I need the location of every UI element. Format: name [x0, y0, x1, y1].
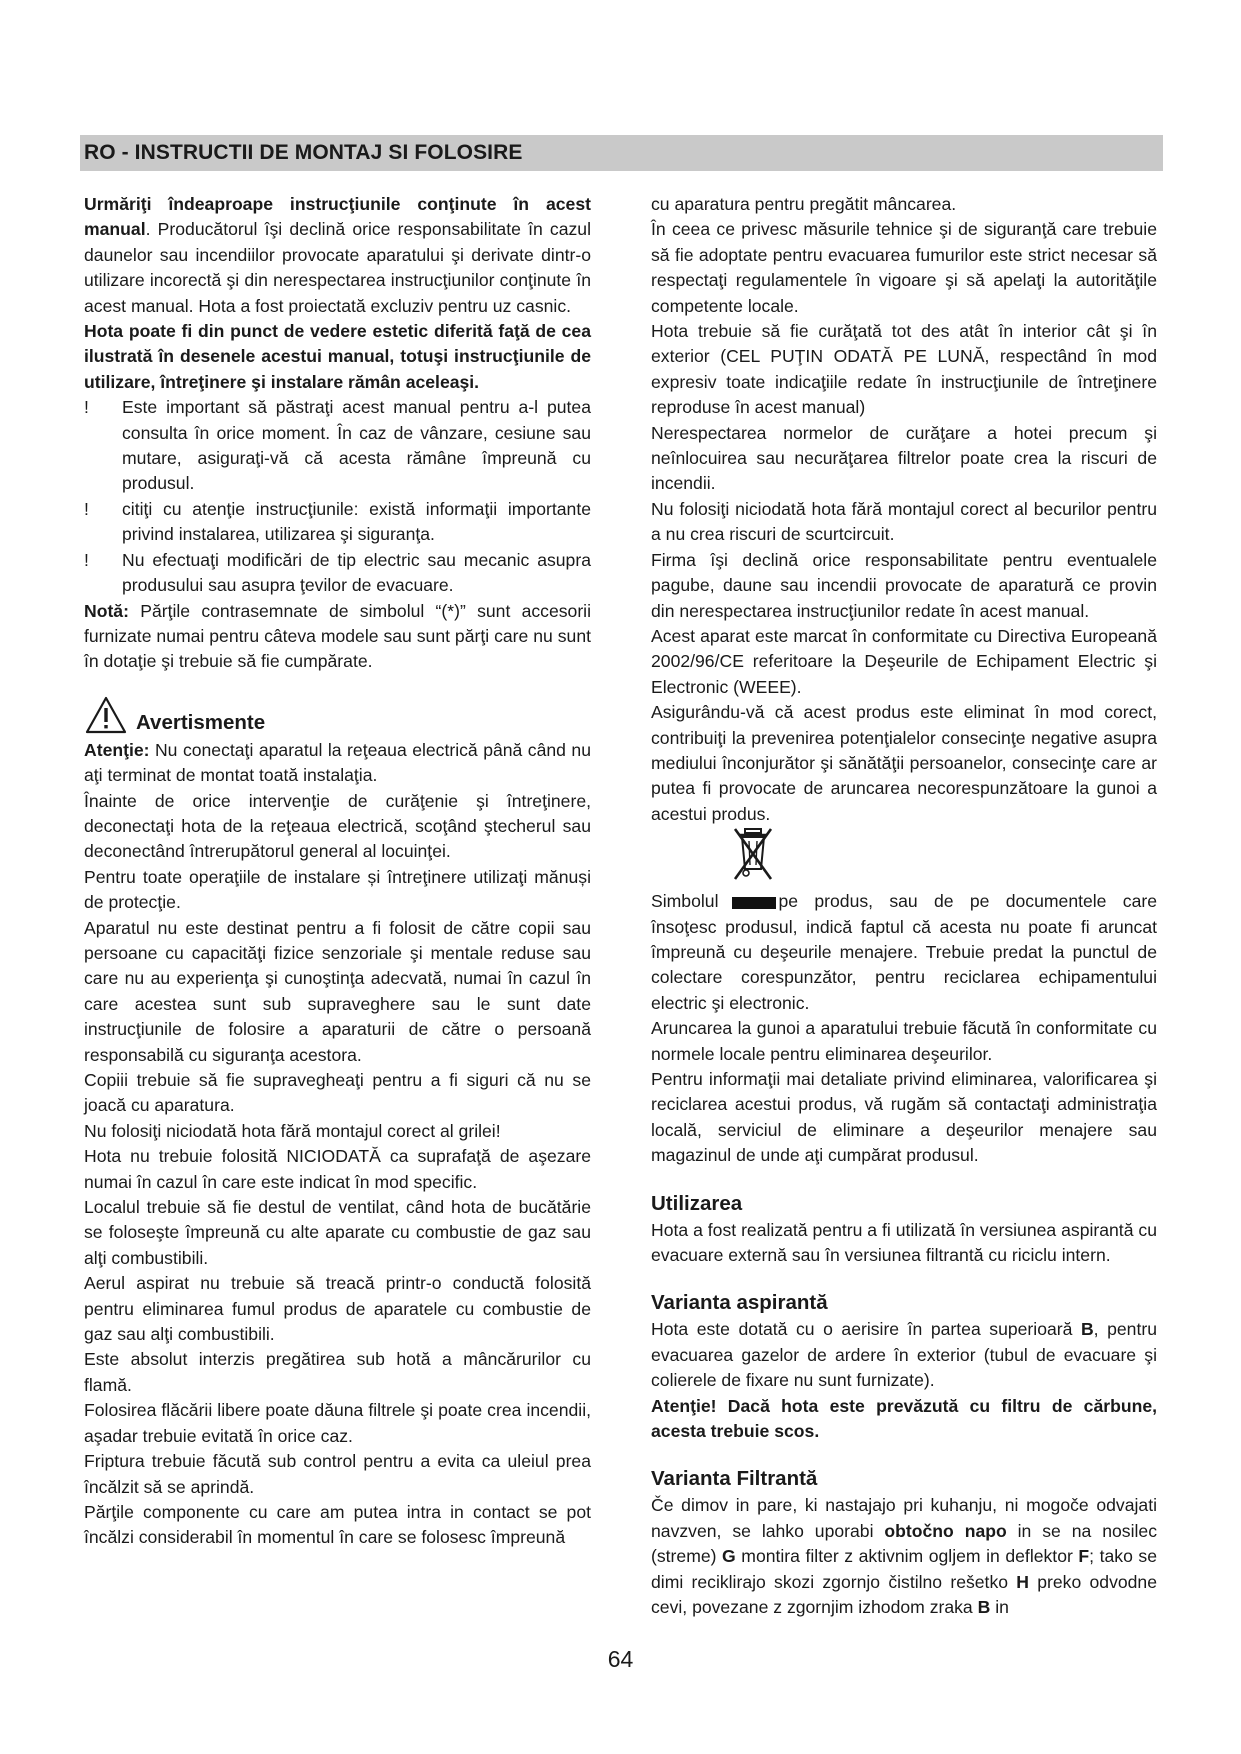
warning-paragraph: Hota nu trebuie folosită NICIODATĂ ca suprafaţă de aşezare numai în cazul în care este indicat în mod specific.	[84, 1146, 591, 1192]
warnings-heading	[84, 695, 591, 735]
intro-paragraph: Urmăriţi îndeaproape instrucţiunile conţinute în acest manual. Producătorul îşi declină orice responsabilitate în cazul daunelor sau incendiilor provocate aparatului şi derivate dintr-o utilizare incorectă şi din nerespectarea instrucţiunilor conţinute în acest manual. Hota a fost proiectată excluziv pentru uz casnic.	[84, 194, 591, 316]
attention-paragraph: Atenţie: Nu conectaţi aparatul la reţeaua electrică până când nu aţi terminat de montat toată instalaţia.	[84, 739, 591, 786]
paragraph: Nu folosiţi niciodată hota fără montajul corect al becurilor pentru a nu crea riscuri de scurtcircuit.	[651, 498, 1157, 545]
paragraph: Nerespectarea normelor de curăţare a hotei precum şi neînlocuirea sau necurăţarea filtrelor poate crea la riscuri de incendii.	[651, 422, 1157, 494]
bar-symbol-icon	[732, 897, 776, 909]
warning-paragraph: Este absolut interzis pregătirea sub hotă a mâncărurilor cu flamă.	[84, 1349, 591, 1395]
list-item: ! citiţi cu atenţie instrucţiunile: există informaţii importante privind instalarea, utilizarea şi siguranţa.	[84, 497, 591, 548]
warning-paragraph: Aerul aspirat nu trebuie să treacă printr-o conductă folosită pentru eliminarea fumul produs de aparatele cu combustie de gaz sau alţi combustibili.	[84, 1273, 591, 1345]
crossed-bin-icon	[731, 825, 775, 883]
left-column	[84, 192, 591, 1551]
warning-paragraph: Localul trebuie să fie destul de ventilat, când hota de bucătărie se foloseşte împreună cu alte aparate cu combustie de gaz sau alţi combustibili.	[84, 1197, 591, 1268]
paragraph: Asigurându-vă că acest produs este eliminat în mod corect, contribuiţi la prevenirea potenţialelor consecinţe negative asupra mediului înconjurător şi sănătăţii persoanelor, consecinţe care ar putea fi provocate de aruncarea necorespunzătoare la gunoi a acestui produs.	[651, 702, 1157, 824]
warning-paragraph: Înainte de orice intervenţie de curăţenie şi întreţinere, deconectaţi hota de la reţeaua electrică, scoţând ştecherul sau deconectând întrerupătorul general al locuinţei.	[84, 790, 591, 862]
aspirant-title: Varianta aspirantă	[651, 1291, 828, 1315]
filtrant-title: Varianta Filtrantă	[651, 1467, 818, 1491]
filtrant-paragraph: Če dimov in pare, ki nastajajo pri kuhanju, ni mogoče odvajati navzven, se lahko uporabi obtočno napo in se na nosilec (streme) G montira filter z aktivnim ogljem in deflektor F; tako se dimi reciklirajo skozi zgornjo čistilno rešetko H preko odvodne cevi, povezane z zgornjim izhodom zraka B in	[651, 1495, 1157, 1618]
list-item: ! Este important să păstraţi acest manual pentru a-l putea consulta în orice moment. În caz de vânzare, cesiune sau mutare, asiguraţi-vă că acesta rămâne împreună cu produsul.	[84, 395, 591, 497]
exclamation-icon: !	[84, 549, 89, 570]
usage-paragraph: Hota a fost realizată pentru a fi utilizată în versiunea aspirantă cu evacuare externă sau în versiunea filtrantă cu riciclu intern.	[651, 1219, 1157, 1266]
aspirant-warning: Atenţie! Dacă hota este prevăzută cu filtru de cărbune, acesta trebuie scos.	[651, 1395, 1157, 1442]
paragraph: În ceea ce privesc măsurile tehnice şi de siguranţă care trebuie să fie adoptate pentru evacuarea fumurilor este strict necesar să respectaţi regulamentele în vigoare şi să apelaţi la autorităţile competente locale.	[651, 219, 1157, 316]
usage-title: Utilizarea	[651, 1191, 743, 1215]
warning-paragraph: Aparatul nu este destinat pentru a fi folosit de către copii sau persoane cu capacităţi fizice senzoriale şi mentale reduse sau care nu au experienţa şi cunoştinţa adecvată, numai în cazul în care acestea sunt sub supraveghere sau le sunt date instrucţiunile de folosire a aparaturii de către o persoană responsabilă cu siguranţa acestora.	[84, 917, 591, 1065]
warning-triangle-icon	[84, 695, 128, 735]
list-item: ! Nu efectuaţi modificări de tip electric sau mecanic asupra produsului sau asupra ţevilor de evacuare.	[84, 548, 591, 599]
warning-paragraph: Pentru toate operaţiile de instalare și întreţinere utilizaţi mănuși de protecţie.	[84, 866, 591, 913]
weee-symbol-area	[651, 827, 1157, 889]
warnings-title: Avertismente	[136, 710, 266, 734]
page-title: RO - INSTRUCTII DE MONTAJ SI FOLOSIRE	[84, 141, 523, 164]
warning-paragraph: Folosirea flăcării libere poate dăuna filtrele şi poate crea incendii, aşadar trebuie evitată în orice caz.	[84, 1400, 591, 1446]
warning-paragraph: Părţile componente cu care am putea intra in contact se pot încălzi considerabil în momentul în care se folosesc împreună	[84, 1501, 591, 1548]
note-paragraph: Notă: Părţile contrasemnate de simbolul “(*)” sunt accesorii furnizate numai pentru câteva modele sau sunt părţi care nu sunt în dotaţie şi trebuie să fie cumpărate.	[84, 600, 591, 672]
exclamation-icon: !	[84, 498, 89, 519]
paragraph: Pentru informaţii mai detaliate privind eliminarea, valorificarea şi reciclarea acestui produs, vă rugăm să contactaţi administraţia locală, serviciul de eliminare a deşeurilor menajere sau magazinul de unde aţi cumpărat produsul.	[651, 1069, 1157, 1166]
section-header-bar	[80, 135, 1163, 171]
paragraph: Firma îşi declină orice responsabilitate pentru eventualele pagube, daune sau incendii provocate de aparatură ce provin din nerespectarea instrucţiunilor redate în acest manual.	[651, 549, 1157, 621]
exclamation-icon: !	[84, 397, 89, 418]
paragraph: cu aparatura pentru pregătit mâncarea.	[651, 194, 957, 214]
aspirant-paragraph: Hota este dotată cu o aerisire în partea superioară B, pentru evacuarea gazelor de ardere în exterior (tubul de evacuare şi colierele de fixare nu sunt furnizate).	[651, 1319, 1157, 1391]
symbol-paragraph: Simbolul pe produs, sau de pe documentele care însoţesc produsul, indică faptul că acesta nu poate fi aruncat împreună cu deşeurile menajere. Trebuie predat la punctul de colectare corespunzător, pentru reciclarea echipamentului electric şi electronic.	[651, 891, 1157, 1013]
paragraph: Aruncarea la gunoi a aparatului trebuie făcută în conformitate cu normele locale pentru eliminarea deşeurilor.	[651, 1018, 1157, 1064]
right-column	[651, 192, 1157, 1621]
paragraph: Hota trebuie să fie curăţată tot des atât în interior cât şi în exterior (CEL PUŢIN ODATĂ PE LUNĂ, respectând în mod expresiv toate indicaţiile redate în instrucţiunile de întreţinere reproduse în acest manual)	[651, 321, 1157, 418]
intro-bold-paragraph: Hota poate fi din punct de vedere estetic diferită faţă de cea ilustrată în desenele acestui manual, totuşi instrucţiunile de utilizare, întreţinere şi instalare rămân aceleaşi.	[84, 321, 591, 392]
warning-paragraph: Friptura trebuie făcută sub control pentru a evita ca uleiul prea încălzit să se aprindă.	[84, 1451, 591, 1497]
warning-paragraph: Nu folosiţi niciodată hota fără montajul corect al grilei!	[84, 1120, 501, 1141]
paragraph: Acest aparat este marcat în conformitate cu Directiva Europeană 2002/96/CE referitoare la Deşeurile de Echipament Electric şi Electronic (WEEE).	[651, 625, 1157, 697]
warning-paragraph: Copiii trebuie să fie supravegheaţi pentru a fi siguri că nu se joacă cu aparatura.	[84, 1070, 591, 1116]
page-number: 64	[607, 1646, 634, 1672]
